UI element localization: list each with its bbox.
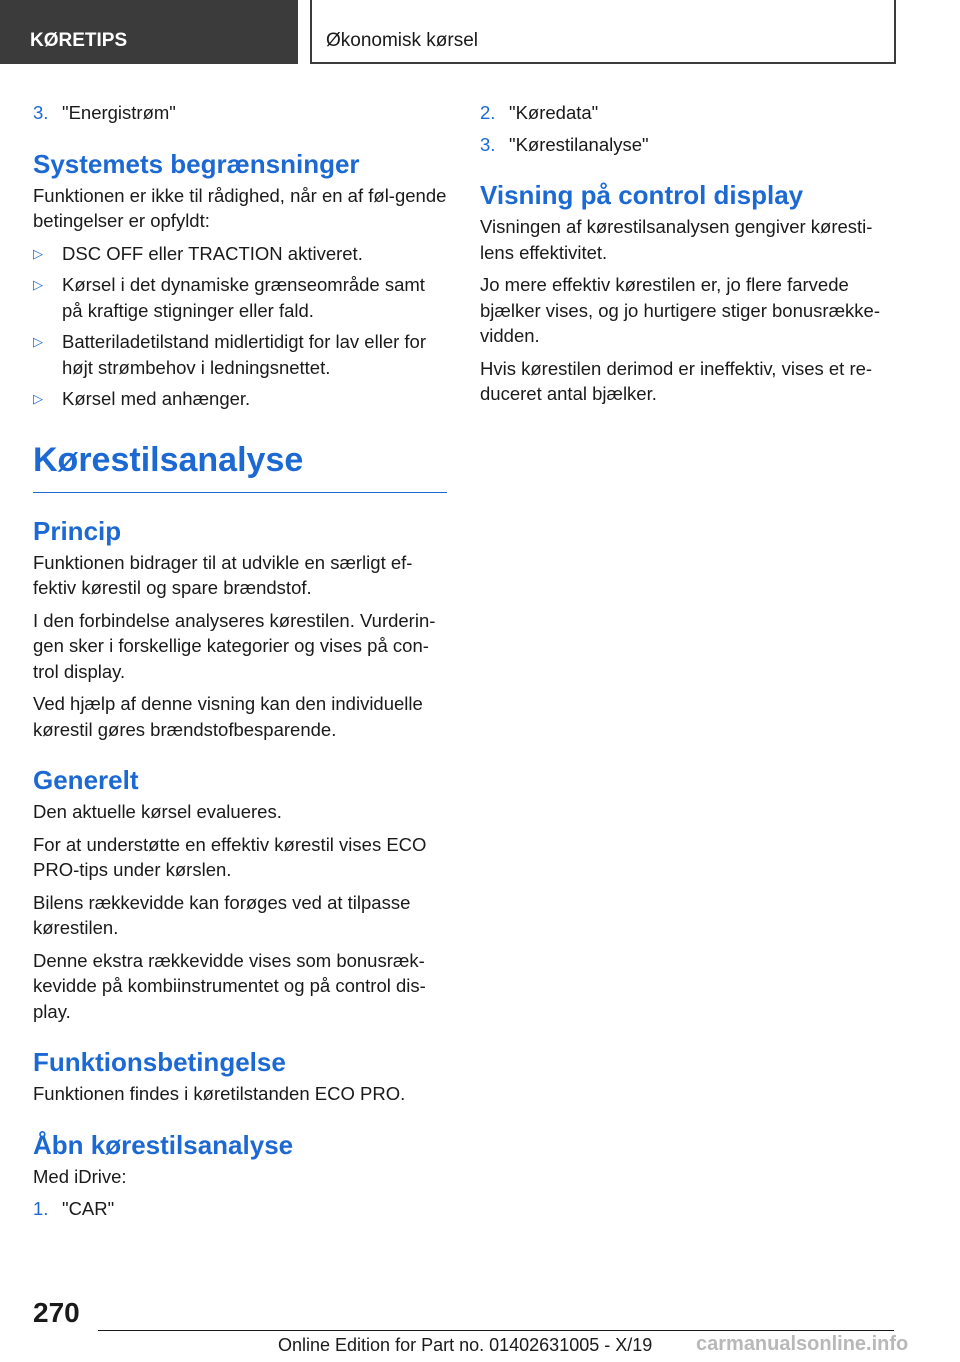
section-heading-general: Generelt — [33, 765, 139, 795]
paragraph: Bilens rækkevidde kan forøges ved at tilpasse kørestilen. — [33, 891, 411, 938]
step-number: 3. — [33, 102, 49, 123]
step-text: "Energistrøm" — [62, 102, 176, 123]
section-heading-open: Åbn kørestilsanalyse — [33, 1129, 294, 1160]
footer-divider — [98, 1330, 894, 1331]
paragraph: I den forbindelse analyseres kørestilen. Vurderin-gen sker i forskellige kategorier og vises på con-trol display. — [33, 609, 436, 682]
section-heading-principle: Princip — [33, 515, 122, 546]
list-item — [33, 1196, 447, 1222]
chapter-title: Økonomisk kørsel — [310, 0, 896, 64]
triangle-right-outline-icon: ▷ — [33, 245, 43, 261]
step-list-continued — [480, 100, 894, 157]
paragraph: Jo mere effektiv kørestilen er, jo flere farvede bjælker vises, og jo hurtigere stiger bonusrække-vidden. — [480, 274, 880, 346]
edition-note: Online Edition for Part no. 01402631005 - X/19 — [278, 1335, 653, 1355]
list-item: ▷ DSC OFF eller TRACTION aktiveret. — [33, 241, 447, 267]
paragraph: Med iDrive: — [33, 1165, 127, 1187]
paragraph: Ved hjælp af denne visning kan den individuelle kørestil gøres brændstofbesparende. — [33, 693, 423, 740]
watermark-text: carmanualsonline.info — [696, 1333, 909, 1355]
section-heading-limits: Systemets begrænsninger — [33, 148, 360, 179]
paragraph: Hvis kørestilen derimod er ineffektiv, vises et re-duceret antal bjælker. — [480, 357, 873, 404]
left-column — [33, 100, 447, 1228]
paragraph: Den aktuelle kørsel evalueres. — [33, 801, 282, 822]
step-number: 2. — [480, 102, 496, 123]
list-item — [480, 132, 894, 158]
paragraph: Funktionen er ikke til rådighed, når en af føl-gende betingelser er opfyldt: — [33, 184, 447, 231]
triangle-right-outline-icon: ▷ — [33, 277, 43, 292]
section-heading-condition: Funktionsbetingelse — [33, 1047, 286, 1077]
paragraph: Visningen af kørestilsanalysen gengiver køresti-lens effektivitet. — [480, 216, 873, 263]
triangle-right-outline-icon: ▷ — [33, 391, 43, 406]
paragraph: For at understøtte en effektiv kørestil vises ECO PRO-tips under kørslen. — [33, 833, 427, 880]
list-item: ▷ Batteriladetilstand midlertidigt for lav eller for højt strømbehov i ledningsnettet. — [33, 331, 426, 378]
step-number: 3. — [480, 133, 496, 155]
section-heading-display: Visning på control display — [480, 180, 804, 210]
paragraph: Denne ekstra rækkevidde vises som bonusræk-kevidde på kombiinstrumentet og på control dis-play. — [33, 949, 426, 1022]
paragraph: Funktionen findes i køretilstanden ECO PRO. — [33, 1083, 406, 1104]
step-number: 1. — [33, 1198, 49, 1219]
list-item: ▷ Kørsel med anhænger. — [33, 386, 447, 412]
list-item — [33, 100, 447, 126]
triangle-right-outline-icon: ▷ — [33, 334, 43, 349]
step-list — [33, 1196, 447, 1222]
chapter-heading: Kørestilsanalyse — [33, 440, 447, 493]
step-list-continued — [33, 100, 447, 126]
right-column — [480, 100, 894, 414]
list-item — [480, 100, 894, 126]
paragraph: Funktionen bidrager til at udvikle en særligt ef-fektiv kørestil og spare brændstof. — [33, 551, 413, 598]
page-header — [0, 0, 960, 66]
page-number: 270 — [33, 1297, 80, 1328]
step-text: "Køredata" — [509, 102, 599, 123]
section-tab: KØRETIPS — [0, 0, 298, 64]
step-text: "CAR" — [62, 1198, 115, 1219]
bullet-list — [33, 241, 447, 412]
step-text: "Kørestilanalyse" — [509, 133, 649, 155]
list-item: ▷ Kørsel i det dynamiske grænseområde samt på kraftige stigninger eller fald. — [33, 274, 425, 321]
